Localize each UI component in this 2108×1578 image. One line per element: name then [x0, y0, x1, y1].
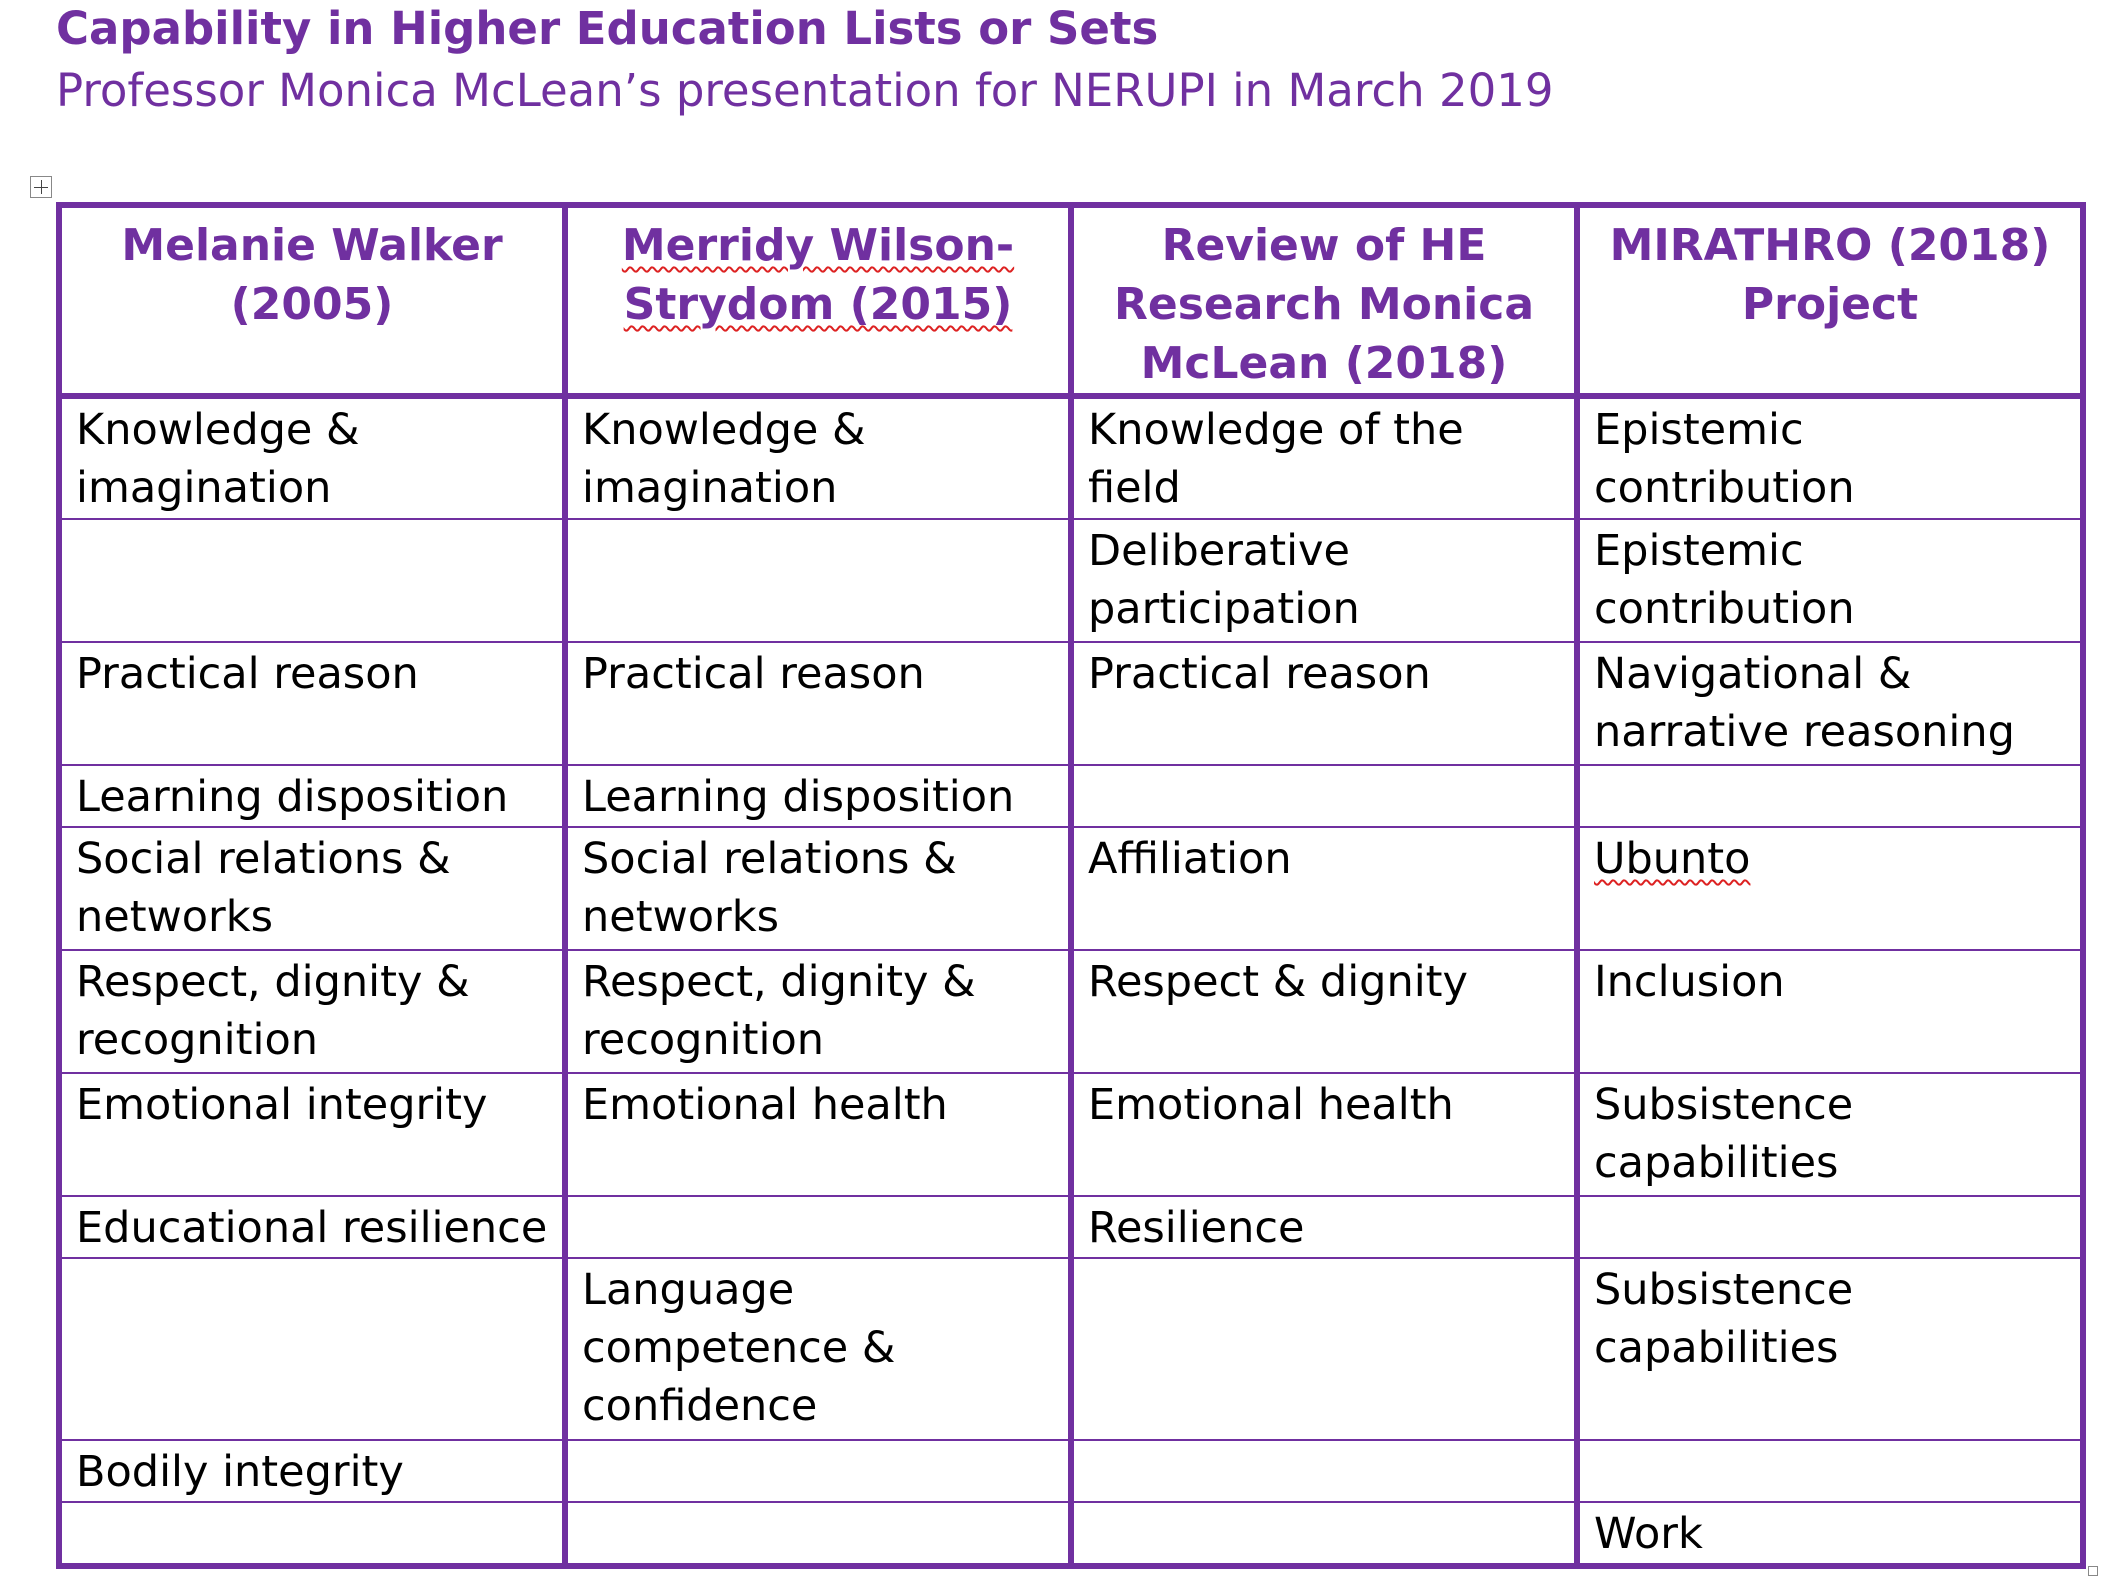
table-move-handle-icon[interactable]	[30, 176, 52, 198]
table-cell[interactable]: Practical reason	[1071, 642, 1577, 765]
table-cell[interactable]: Learning disposition	[59, 765, 565, 827]
table-cell[interactable]: Knowledge & imagination	[59, 396, 565, 519]
table-cell[interactable]: Work	[1577, 1502, 2083, 1566]
table-cell[interactable]: Epistemic contribution	[1577, 519, 2083, 642]
table-cell-text-misspelled: Ubunto	[1594, 834, 1751, 884]
table-cell[interactable]	[59, 519, 565, 642]
table-row	[59, 827, 2083, 950]
table-row	[59, 950, 2083, 1073]
table-cell[interactable]	[1071, 1440, 1577, 1502]
table-row	[59, 1258, 2083, 1440]
table-row	[59, 642, 2083, 765]
table-row	[59, 1073, 2083, 1196]
table-cell[interactable]: Learning disposition	[565, 765, 1071, 827]
header-merridy-wilson-strydom[interactable]	[565, 205, 1071, 396]
table-cell[interactable]: Respect, dignity & recognition	[59, 950, 565, 1073]
table-row	[59, 1196, 2083, 1258]
header-merridy-wilson-strydom-text: Merridy Wilson-Strydom (2015)	[621, 220, 1015, 330]
table-row	[59, 765, 2083, 827]
table-cell[interactable]: Resilience	[1071, 1196, 1577, 1258]
table-cell[interactable]: Bodily integrity	[59, 1440, 565, 1502]
table-cell[interactable]: Educational resilience	[59, 1196, 565, 1258]
table-cell[interactable]	[1577, 1196, 2083, 1258]
table-row	[59, 1502, 2083, 1566]
document-subtitle: Professor Monica McLean’s presentation for NERUPI in March 2019	[56, 64, 1554, 117]
table-cell[interactable]: Language competence & confidence	[565, 1258, 1071, 1440]
table-cell[interactable]	[1071, 1258, 1577, 1440]
table-cell[interactable]	[565, 1440, 1071, 1502]
table-cell[interactable]: Practical reason	[59, 642, 565, 765]
table-cell[interactable]	[565, 1196, 1071, 1258]
table-cell[interactable]: Inclusion	[1577, 950, 2083, 1073]
table-cell[interactable]: Emotional health	[565, 1073, 1071, 1196]
table-cell[interactable]	[1577, 765, 2083, 827]
table-cell[interactable]: Knowledge of the field	[1071, 396, 1577, 519]
table-cell[interactable]: Emotional integrity	[59, 1073, 565, 1196]
table-cell[interactable]: Knowledge & imagination	[565, 396, 1071, 519]
capability-table	[56, 202, 2086, 1569]
document-title: Capability in Higher Education Lists or Sets	[56, 2, 1159, 55]
table-cell[interactable]	[1071, 765, 1577, 827]
table-cell[interactable]: Subsistence capabilities	[1577, 1258, 2083, 1440]
table-cell[interactable]: Subsistence capabilities	[1577, 1073, 2083, 1196]
table-row	[59, 1440, 2083, 1502]
table-resize-handle-icon[interactable]	[2088, 1566, 2098, 1576]
table-cell[interactable]: Social relations & networks	[565, 827, 1071, 950]
table-cell[interactable]	[1577, 827, 2083, 950]
table-cell[interactable]	[59, 1502, 565, 1566]
table-cell[interactable]	[565, 1502, 1071, 1566]
header-mirathro-project[interactable]: MIRATHRO (2018) Project	[1577, 205, 2083, 396]
table-cell[interactable]: Deliberative participation	[1071, 519, 1577, 642]
table-row	[59, 396, 2083, 519]
table-cell[interactable]: Social relations & networks	[59, 827, 565, 950]
table-row	[59, 519, 2083, 642]
table-cell[interactable]	[1577, 1440, 2083, 1502]
table-cell[interactable]	[565, 519, 1071, 642]
table-cell[interactable]: Affiliation	[1071, 827, 1577, 950]
header-review-he-research[interactable]: Review of HE Research Monica McLean (2018)	[1071, 205, 1577, 396]
table-cell[interactable]: Navigational & narrative reasoning	[1577, 642, 2083, 765]
table-cell[interactable]	[1071, 1502, 1577, 1566]
table-cell[interactable]: Practical reason	[565, 642, 1071, 765]
table-cell[interactable]: Respect & dignity	[1071, 950, 1577, 1073]
table-header-row	[59, 205, 2083, 396]
table-cell[interactable]	[59, 1258, 565, 1440]
table-cell[interactable]: Epistemic contribution	[1577, 396, 2083, 519]
table-cell[interactable]: Respect, dignity & recognition	[565, 950, 1071, 1073]
table-cell[interactable]: Emotional health	[1071, 1073, 1577, 1196]
header-melanie-walker[interactable]: Melanie Walker (2005)	[59, 205, 565, 396]
